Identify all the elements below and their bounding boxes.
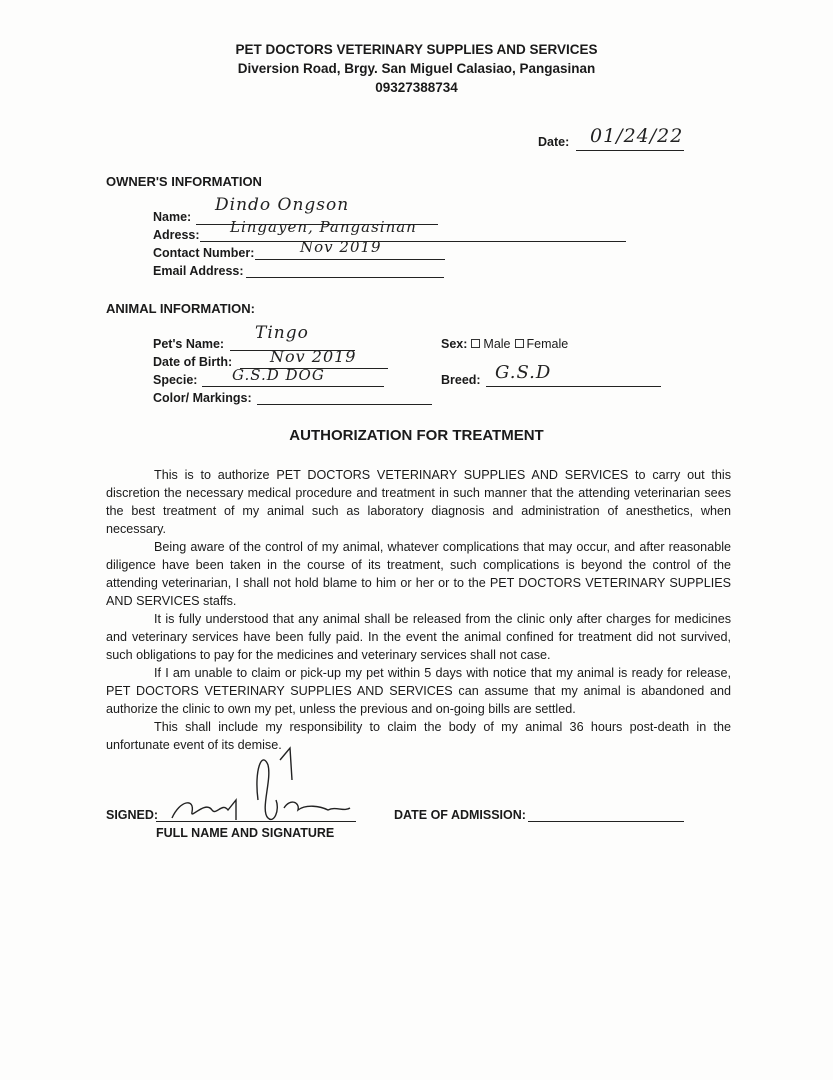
color-label: Color/ Markings: (153, 391, 252, 405)
admission-line (528, 821, 684, 822)
specie-label: Specie: (153, 373, 198, 387)
owner-email-label: Email Address: (153, 264, 244, 278)
owner-contact-line (255, 259, 445, 260)
authorization-body (106, 466, 731, 754)
authorization-title: AUTHORIZATION FOR TREATMENT (289, 427, 544, 444)
sex-field (441, 337, 568, 351)
animal-heading: ANIMAL INFORMATION: (106, 301, 255, 316)
owner-address-line (200, 241, 626, 242)
authorization-paragraph: If I am unable to claim or pick-up my pet within 5 days with notice that my animal is ready for release, PET DOCTORS VETERINARY SUPPLIES AND SERVICES can assume that my animal is abandoned and authorize the clinic to own my pet, unless the previous and on-going bills are settled. (106, 666, 731, 716)
document-header (0, 40, 833, 97)
owner-name-value: Dindo Ongson (215, 195, 350, 215)
specie-line (202, 386, 384, 387)
color-line (257, 404, 432, 405)
signature-caption: FULL NAME AND SIGNATURE (156, 826, 335, 840)
sex-label: Sex: (441, 337, 468, 351)
dob-value: Nov 2019 (270, 347, 357, 366)
date-label: Date: (538, 135, 570, 149)
specie-value: G.S.D DOG (232, 366, 325, 384)
breed-value: G.S.D (495, 362, 552, 383)
female-option: Female (526, 337, 569, 351)
owner-email-line (246, 277, 444, 278)
company-phone: 09327388734 (375, 80, 458, 95)
breed-label: Breed: (441, 373, 481, 387)
owner-contact-label: Contact Number: (153, 246, 255, 260)
date-value: 01/24/22 (590, 125, 684, 147)
breed-line (486, 386, 661, 387)
signed-label: SIGNED: (106, 808, 159, 822)
company-name: PET DOCTORS VETERINARY SUPPLIES AND SERVICES (235, 42, 598, 57)
admission-label: DATE OF ADMISSION: (394, 808, 526, 822)
authorization-paragraph: Being aware of the control of my animal, whatever complications that may occur, and after reasonable diligence have been taken in the course of its treatment, such complications is beyond the control of the attending veterinarian, I shall not hold blame to him or her or to the PET DOCTORS VETERINARY SUPPLIES AND SERVICES staffs. (106, 540, 731, 608)
dob-label: Date of Birth: (153, 355, 233, 369)
date-line (576, 150, 684, 151)
company-address: Diversion Road, Brgy. San Miguel Calasiao, Pangasinan (237, 61, 596, 76)
authorization-paragraph: This shall include my responsibility to claim the body of my animal 36 hours post-death in the unfortunate event of its demise. (106, 720, 731, 752)
male-checkbox[interactable] (471, 339, 480, 348)
authorization-paragraph: This is to authorize PET DOCTORS VETERINARY SUPPLIES AND SERVICES to carry out this discretion the necessary medical procedure and treatment in such manner that the attending veterinarian sees the best treatment of my animal such as laboratory diagnosis and administration of anesthetics, when necessary. (106, 468, 731, 536)
owner-address-value: Lingayen, Pangasinan (230, 218, 417, 236)
female-checkbox[interactable] (515, 339, 524, 348)
owner-heading: OWNER'S INFORMATION (106, 174, 262, 189)
owner-contact-value: Nov 2019 (300, 238, 382, 256)
pet-name-label: Pet's Name: (153, 337, 225, 351)
authorization-paragraph: It is fully understood that any animal shall be released from the clinic only after charges for medicines and veterinary services have been fully paid. In the event the animal confined for treatment did not survived, such obligations to pay for the medicines and veterinary services shall not case. (106, 612, 731, 662)
owner-address-label: Adress: (153, 228, 200, 242)
male-option: Male (483, 337, 511, 351)
owner-name-label: Name: (153, 210, 192, 224)
pet-name-value: Tingo (255, 323, 309, 343)
signature-drawing (150, 740, 360, 835)
